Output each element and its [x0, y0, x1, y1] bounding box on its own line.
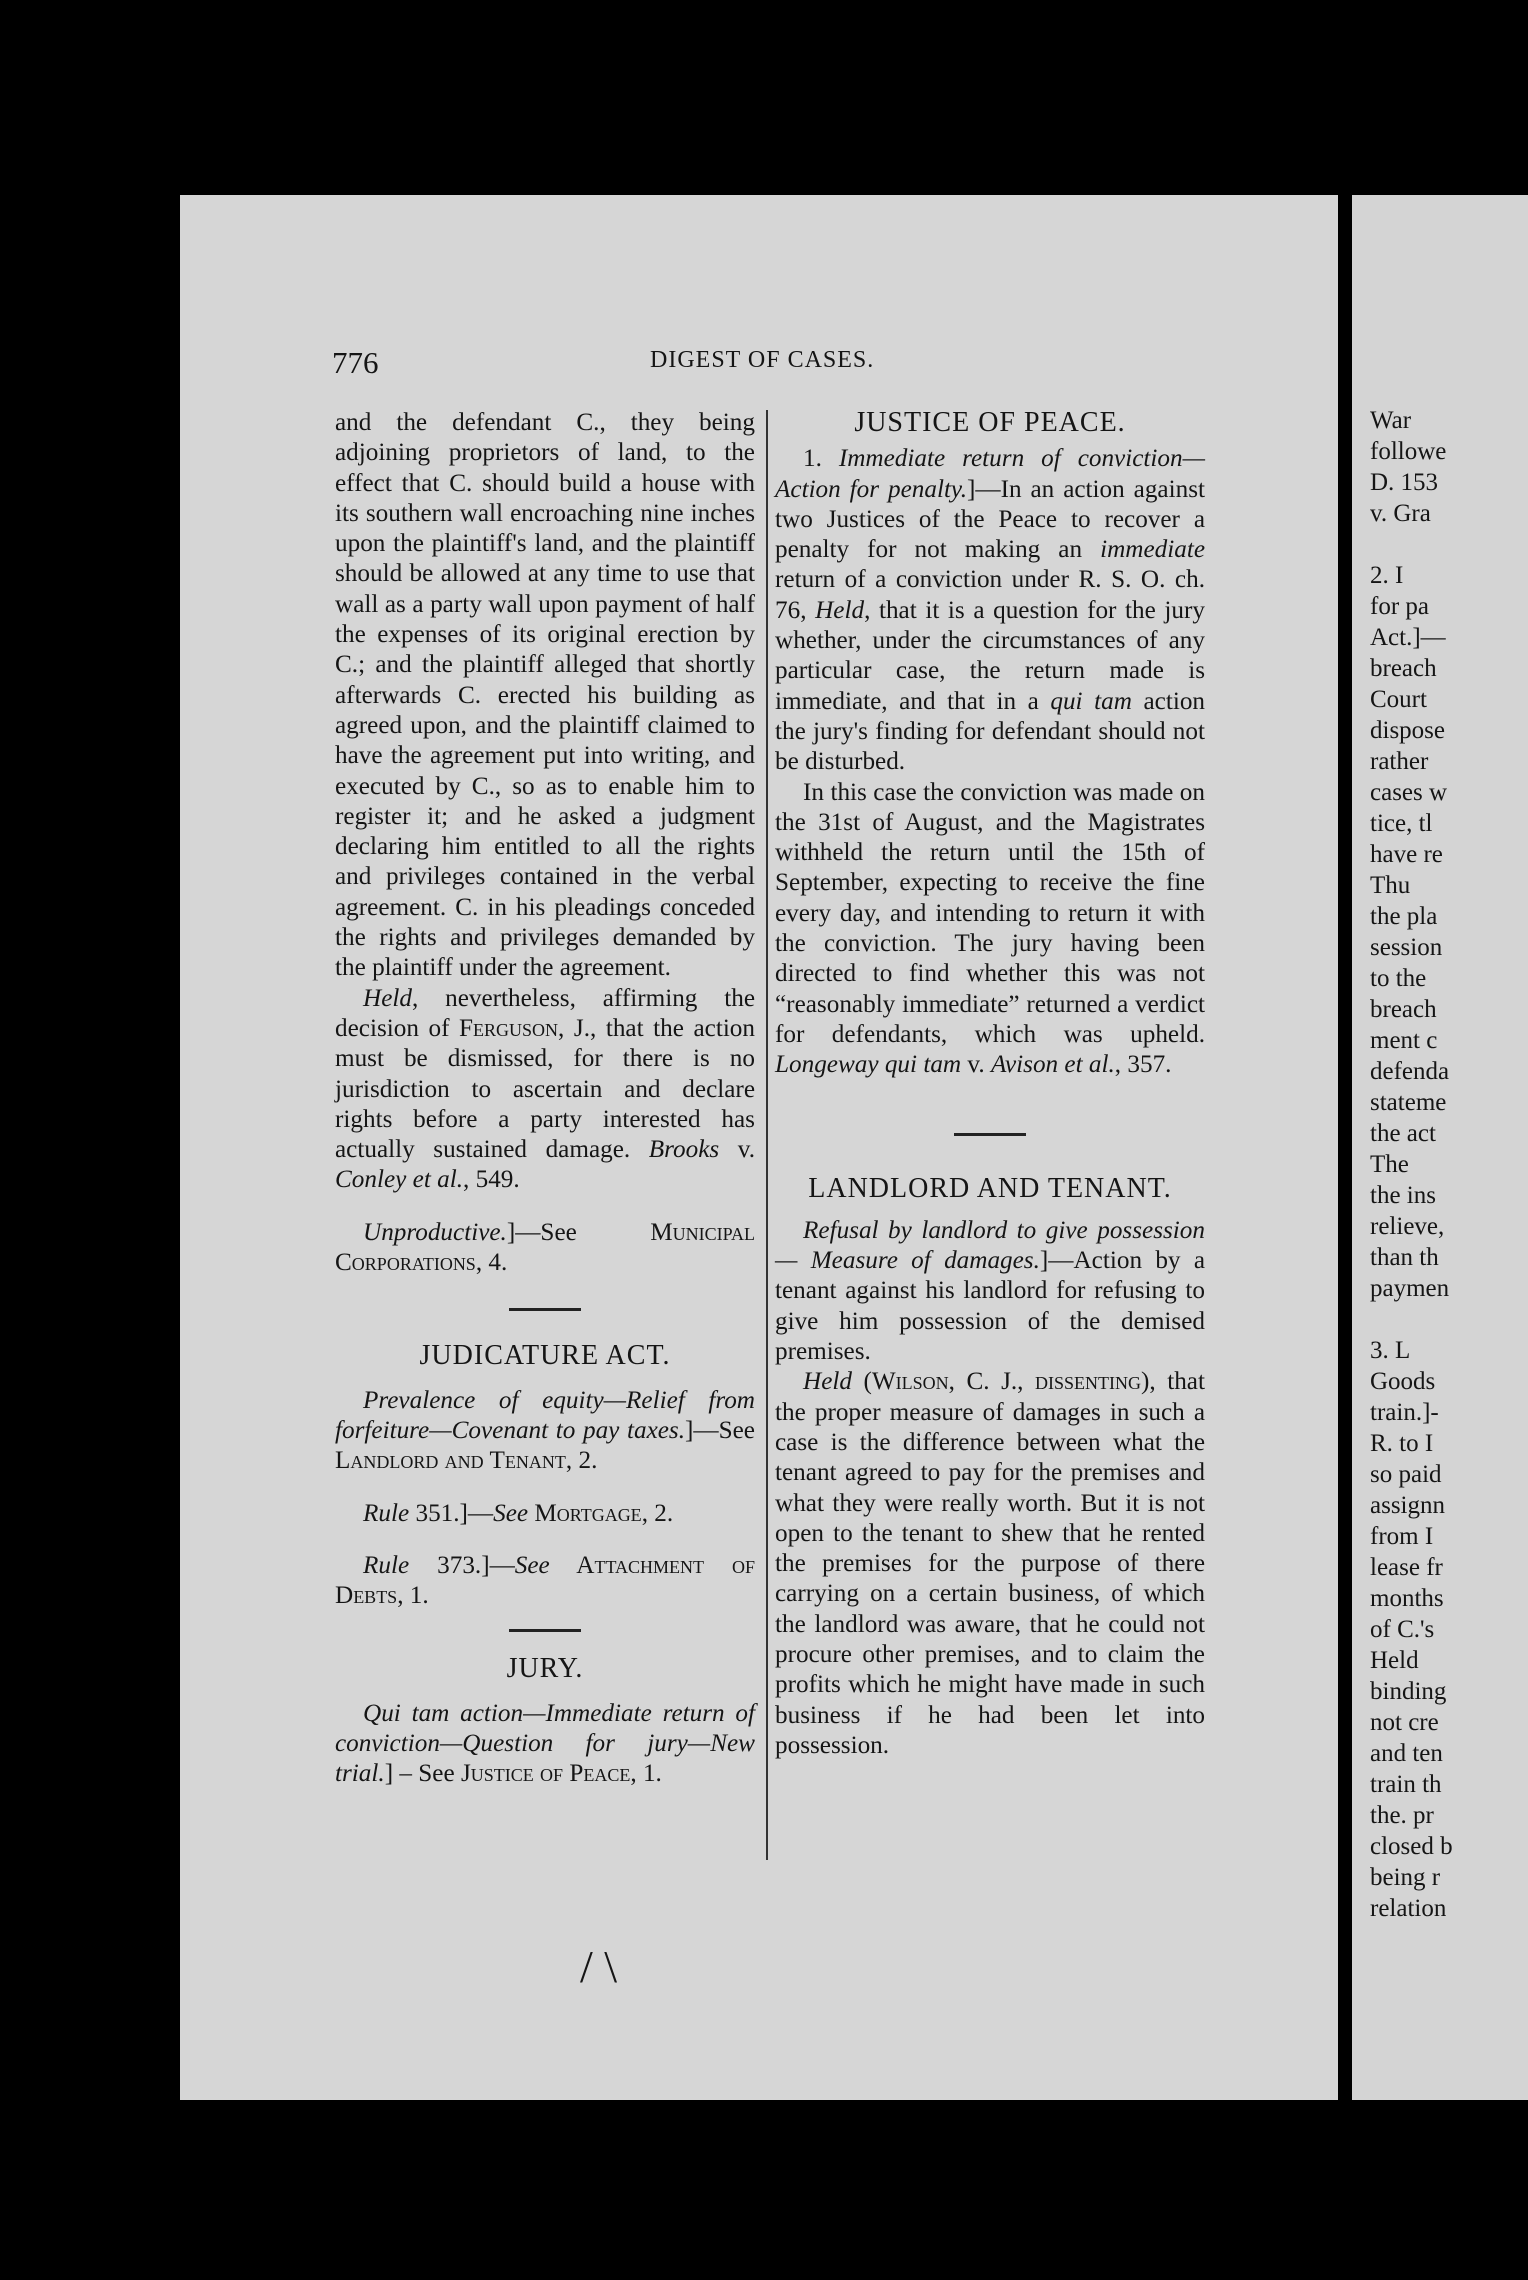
adjacent-line: and ten	[1370, 1740, 1443, 1767]
page-number: 776	[332, 345, 379, 380]
cross-reference-equity: Prevalence of equity—Relief from forfeiture—Covenant to pay taxes.]—See Landlord and Tenant, 2.	[335, 1386, 755, 1475]
adjacent-line: Held	[1370, 1647, 1419, 1674]
adjacent-line: defenda	[1370, 1058, 1450, 1085]
adjacent-line: relation	[1370, 1895, 1447, 1922]
entry-facts: In this case the conviction was made on the 31st of August, and the Magistrates withheld the return until the 15th of September, expecting to receive the fine every day, and intending to return it with the conviction. The jury having been directed to find whether this was not “reasonably immediate” returned a verdict for defendants, which was upheld. Longeway qui tam v. Avison et al., 357.	[775, 778, 1205, 1079]
case-citation: , 549.	[463, 1166, 520, 1194]
entry-immediate-return: 1. Immediate return of conviction—Action for penalty.]—In an action against two Justices of the Peace to recover a penalty for not making an immediate return of a conviction under R. S. O. ch. 76, Held, that it is a question for the jury whether, under the circumstances of any particular case, the return made is immediate, and that in a qui tam action the jury's finding for defendant should not be disturbed.	[775, 445, 1206, 776]
adjacent-line: lease fr	[1370, 1554, 1443, 1581]
paragraph-held	[335, 984, 755, 1196]
adjacent-line: 3. L	[1370, 1337, 1411, 1364]
adjacent-line: 2. I	[1370, 562, 1404, 589]
adjacent-line: cases w	[1370, 779, 1448, 806]
left-column	[335, 408, 755, 1790]
section-divider	[509, 1629, 581, 1632]
adjacent-line: binding	[1370, 1678, 1447, 1705]
adjacent-line	[1370, 1304, 1453, 1335]
adjacent-line: session	[1370, 934, 1443, 961]
adjacent-line: rather	[1370, 748, 1429, 775]
adjacent-line: D. 153	[1370, 469, 1439, 496]
adjacent-line: being r	[1370, 1864, 1441, 1891]
adjacent-line: Act.]—	[1370, 624, 1446, 651]
adjacent-line: R. to I	[1370, 1430, 1434, 1457]
adjacent-line: Thu	[1370, 872, 1411, 899]
cross-reference-rule-351: Rule 351.]—See Mortgage, 2.	[363, 1499, 674, 1527]
case-name-plaintiff: Brooks	[648, 1136, 720, 1164]
adjacent-line: breach	[1370, 655, 1437, 682]
held-label: Held	[363, 984, 412, 1012]
page-776	[180, 195, 1338, 2100]
case-name-plaintiff: Longeway qui tam	[775, 1051, 962, 1079]
adjacent-line: the. pr	[1370, 1802, 1434, 1829]
adjacent-line: for pa	[1370, 593, 1429, 620]
entry-refusal-possession: Refusal by landlord to give possession — Measure of damages.]—Action by a tenant against his landlord for refusing to give him possession of the demised premises.	[775, 1216, 1206, 1366]
cross-reference-qui-tam: Qui tam action—Immediate return of conviction—Question for jury—New trial.] – See Justice of Peace, 1.	[335, 1699, 755, 1788]
heading-judicature-act: JUDICATURE ACT.	[419, 1340, 671, 1372]
held-text: , nevertheless, affirming the decision of	[335, 984, 755, 1042]
adjacent-page-edge	[1352, 195, 1528, 2100]
adjacent-line: not cre	[1370, 1709, 1439, 1736]
adjacent-line: breach	[1370, 996, 1437, 1023]
adjacent-line: ment c	[1370, 1027, 1438, 1054]
adjacent-line: from I	[1370, 1523, 1434, 1550]
column-rule	[766, 410, 768, 1860]
adjacent-page-text	[1370, 405, 1453, 1924]
judge-name: Ferguson	[459, 1014, 559, 1042]
cross-reference-unproductive: Unproductive.]—See Municipal Corporations, 4.	[335, 1218, 755, 1277]
adjacent-line: the pla	[1370, 903, 1438, 930]
heading-landlord-and-tenant: LANDLORD AND TENANT.	[808, 1172, 1172, 1204]
section-divider	[509, 1308, 581, 1311]
entry-held-damages: Held (Wilson, C. J., dissenting), that the proper measure of damages in such a case is the difference between what the tenant agreed to pay for the premises and what they were really worth. But it is not open to the tenant to shew that he rented the premises for the purpose of there carrying on a certain business, of which the landlord was aware, that he could not procure other premises, and to claim the profits which he might have made in such business if he had been let into possession.	[775, 1368, 1205, 1759]
section-divider	[954, 1133, 1026, 1136]
adjacent-line: than th	[1370, 1244, 1439, 1271]
adjacent-line: train th	[1370, 1771, 1442, 1798]
case-citation: , 357.	[1114, 1051, 1172, 1079]
adjacent-line: assignn	[1370, 1492, 1445, 1519]
adjacent-line: v. Gra	[1370, 500, 1431, 527]
case-name-defendant: Avison et al.	[990, 1051, 1115, 1079]
adjacent-line: the ins	[1370, 1182, 1436, 1209]
adjacent-line: so paid	[1370, 1461, 1442, 1488]
adjacent-line: months	[1370, 1585, 1444, 1612]
adjacent-line: paymen	[1370, 1275, 1450, 1302]
page-header	[180, 345, 1338, 385]
adjacent-line: stateme	[1370, 1089, 1447, 1116]
adjacent-line: train.]-	[1370, 1399, 1439, 1426]
ink-mark: / \	[580, 1941, 618, 1992]
case-name-defendant: Conley et al.	[335, 1166, 464, 1194]
case-versus: v.	[719, 1136, 756, 1164]
adjacent-line: relieve,	[1370, 1213, 1445, 1240]
adjacent-line: War	[1370, 407, 1412, 434]
adjacent-line: of C.'s	[1370, 1616, 1435, 1643]
adjacent-line: the act	[1370, 1120, 1436, 1147]
cross-reference-rule-373: Rule 373.]—See Attachment of Debts, 1.	[335, 1551, 755, 1610]
adjacent-line: Court	[1370, 686, 1427, 713]
heading-jury: JURY.	[506, 1653, 584, 1685]
adjacent-line: The	[1370, 1151, 1409, 1178]
adjacent-line: to the	[1370, 965, 1427, 992]
running-head: DIGEST OF CASES.	[650, 347, 875, 373]
adjacent-line: tice, tl	[1370, 810, 1433, 837]
right-column	[775, 408, 1205, 1761]
adjacent-line: have re	[1370, 841, 1443, 868]
adjacent-line: followe	[1370, 438, 1447, 465]
paragraph-continued: and the defendant C., they being adjoining proprietors of land, to the effect that C. should build a house with its southern wall encroaching nine inches upon the plaintiff's land, and the plaintiff should be allowed at any time to use that wall as a party wall upon payment of half the expenses of its original erection by C.; and the plaintiff alleged that shortly afterwards C. erected his building as agreed upon, and the plaintiff claimed to have the agreement put into writing, and executed by C., so as to enable him to register it; and he asked a judgment declaring him entitled to all the rights and privileges contained in the verbal agreement. C. in his pleadings conceded the rights and privileges demanded by the plaintiff under the agreement.	[335, 409, 755, 982]
adjacent-line: Goods	[1370, 1368, 1436, 1395]
adjacent-line: dispose	[1370, 717, 1445, 744]
heading-justice-of-peace: JUSTICE OF PEACE.	[854, 407, 1126, 438]
adjacent-line: closed b	[1370, 1833, 1453, 1860]
held-rest: , J., that the action must be dismissed, for there is no jurisdiction to ascertain and declare rights before a party interested has actually sustained damage.	[335, 1014, 755, 1164]
adjacent-line	[1370, 529, 1453, 560]
